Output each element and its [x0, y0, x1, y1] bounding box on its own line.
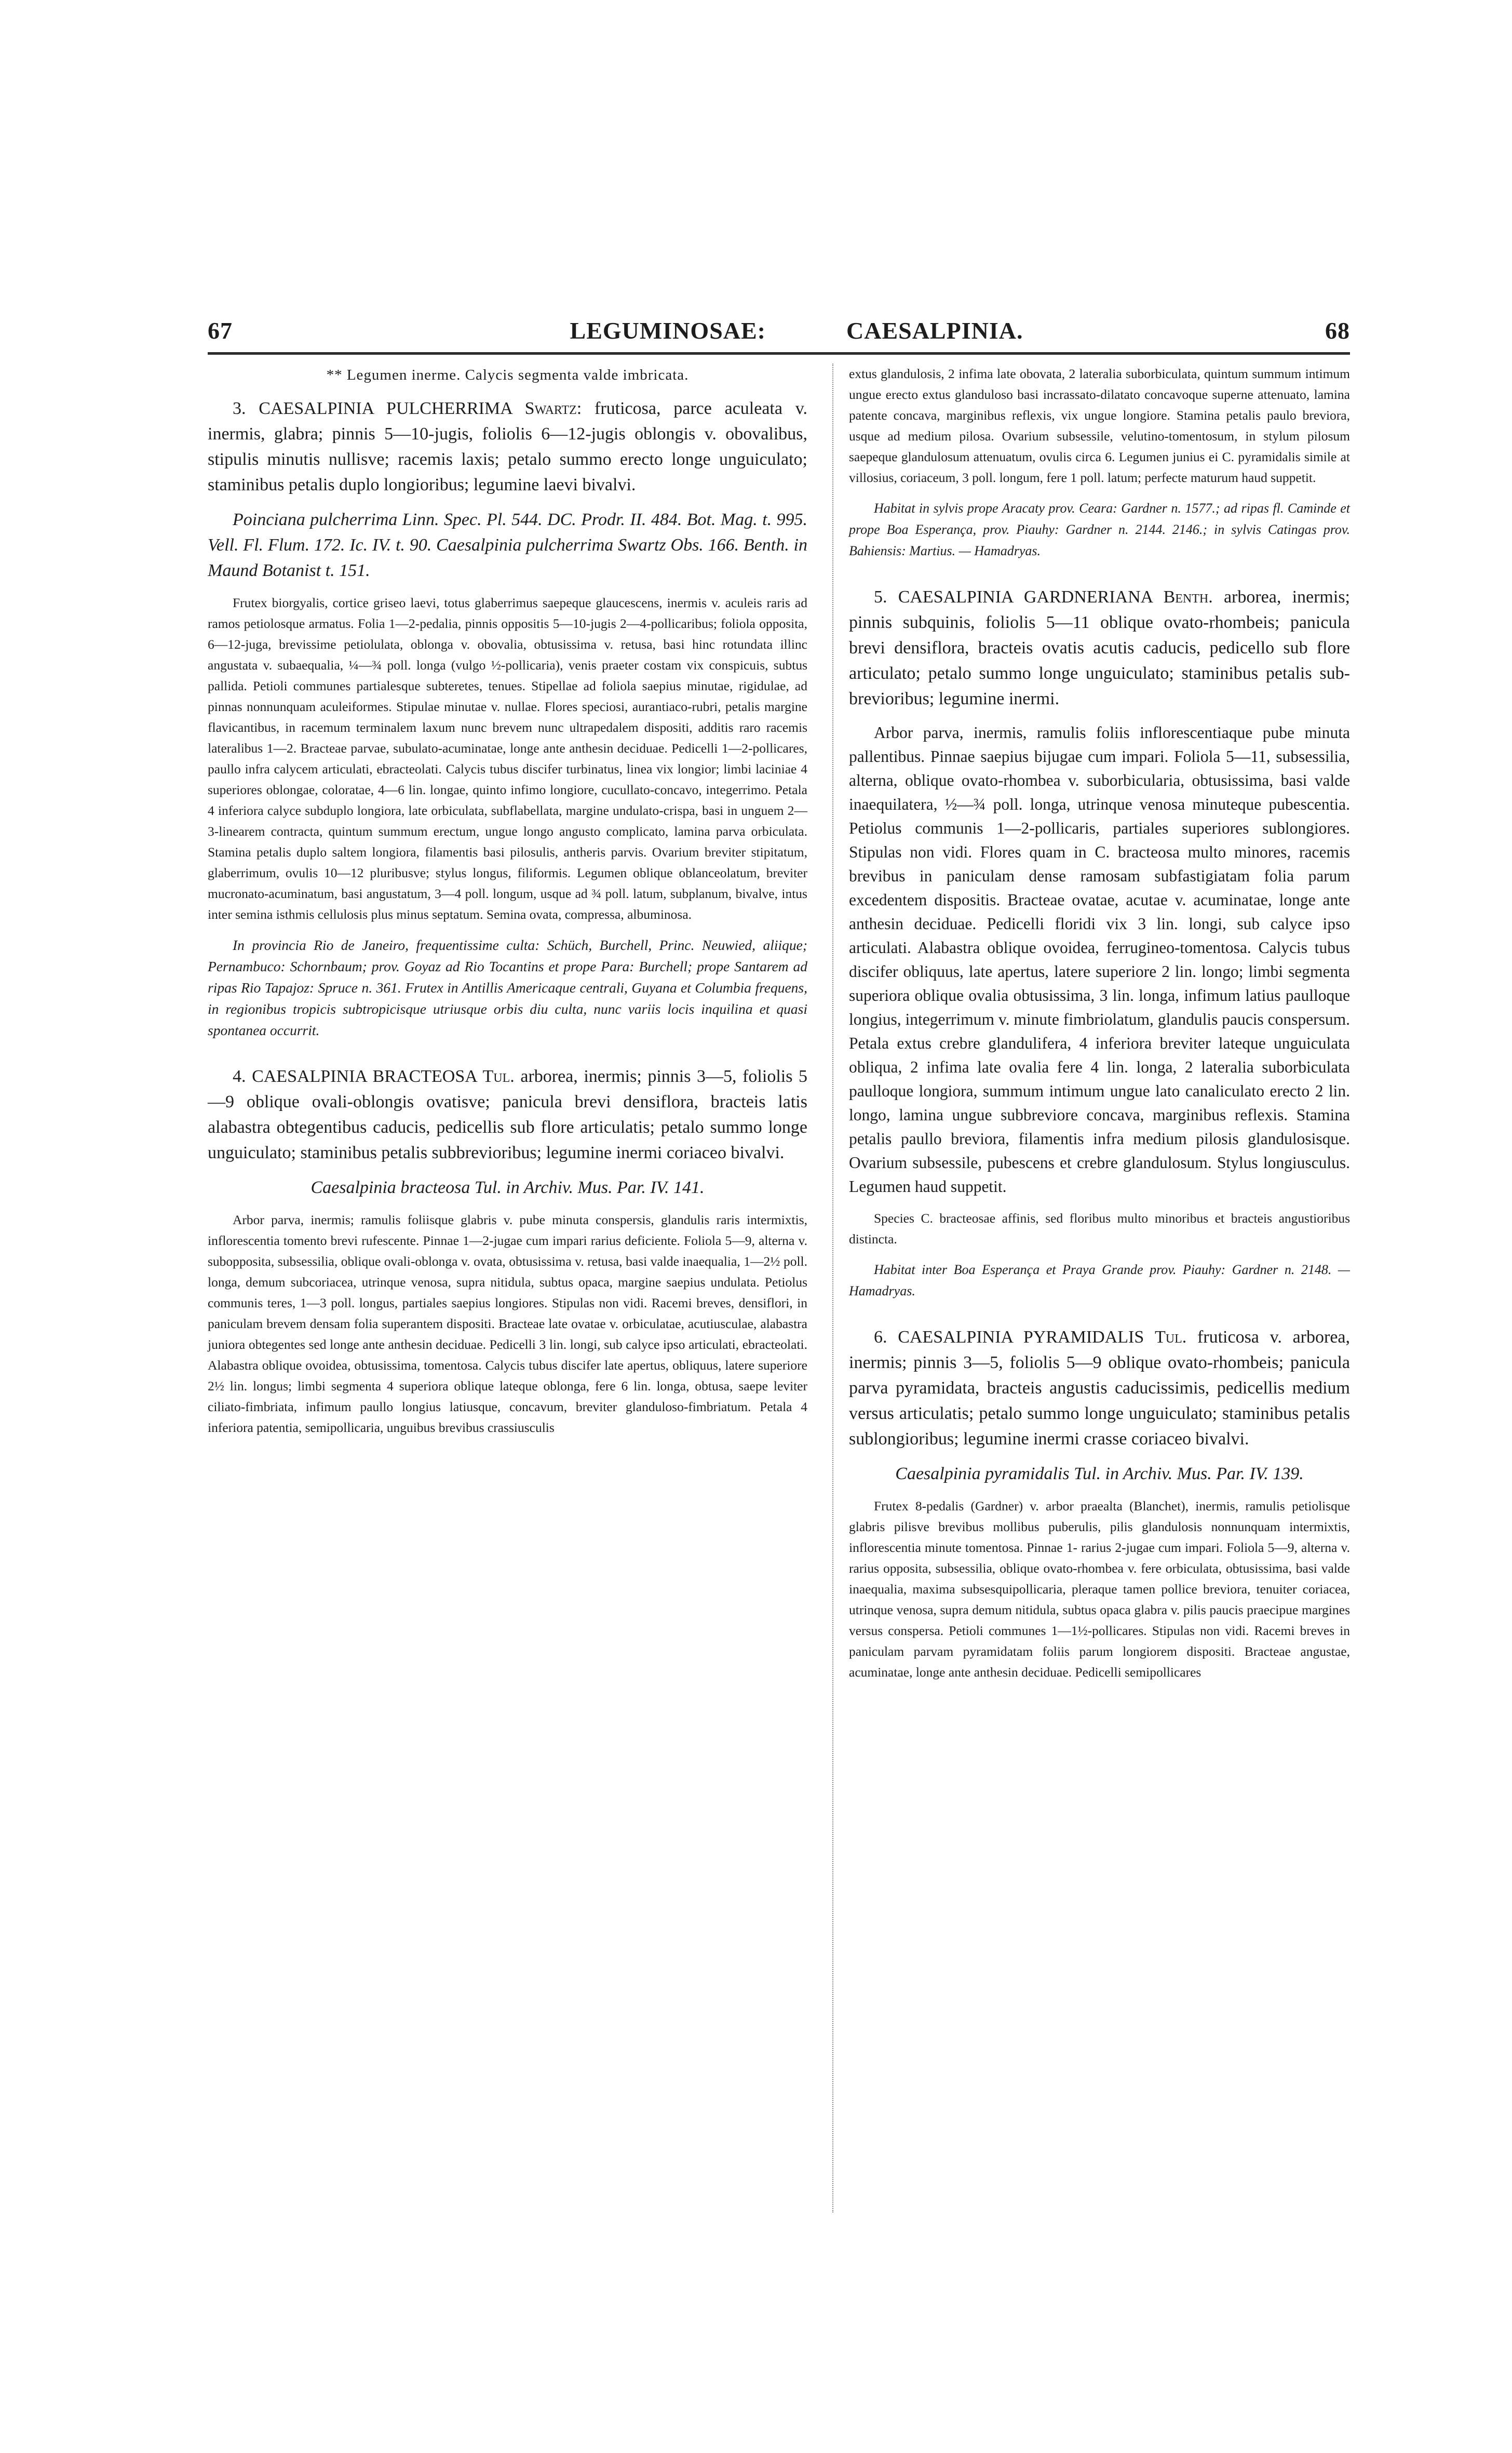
species-6-author: Tul. — [1154, 1328, 1187, 1347]
section-note: ** Legumen inerme. Calycis segmenta valde imbricata. — [326, 367, 689, 383]
species-4-habitat: Habitat in sylvis prope Aracaty prov. Ceara: Gardner n. 1577.; ad ripas fl. Caminde et prope Boa Esperança, prov. Piauhy: Gardner n. 2144. 2146.; in sylvis Catingas prov. Bahiensis: Martius. — Hamadryas. — [849, 501, 1350, 558]
species-4-synonymy: Caesalpinia bracteosa Tul. in Archiv. Mus. Par. IV. 141. — [310, 1178, 705, 1197]
page-number-left: 67 — [208, 317, 233, 344]
species-4-description-continued: extus glandulosis, 2 infima late obovata, 2 lateralia suborbiculata, quintum summum intimum ungue erecto extus glanduloso basi incrassato-dilatato concavoque superne attenuato, lamina patente concava, marginibus reflexis, vix ungue longiore. Stamina petalis paulo breviora, usque ad medium pilosa. Ovarium subsessile, velutino-tomentosum, in stylum pilosum saepeque glandulosum attenuatum, ovulis circa 6. Legumen junius ei C. pyramidalis simile at villosius, coriaceum, 3 poll. longum, fere 1 poll. latum; perfecte maturum haud suppetit. — [849, 366, 1350, 485]
running-title-left: LEGUMINOSAE: — [570, 317, 766, 344]
species-3-author: Swartz — [524, 399, 577, 418]
species-5-heading: 5. CAESALPINIA GARDNERIANA — [874, 587, 1153, 607]
species-3-habitat: In provincia Rio de Janeiro, frequentissime culta: Schüch, Burchell, Princ. Neuwied, aliique; Pernambuco: Schornbaum; prov. Goyaz ad Rio Tocantins et prope Para: Burchell; prope Santarem ad ripas Rio Tapajoz: Spruce n. 361. Frutex in Antillis Americaque centrali, Guyana et Columbia frequens, in regionibus tropicis subtropicisque utriusque orbis diu culta, nunc variis locis inquilina et quasi spontanea occurrit. — [208, 937, 807, 1038]
species-6-diagnosis — [849, 1324, 1350, 1452]
species-4-diagnosis-text: arborea, inermis; pinnis 3—5, foliolis 5—9 oblique ovali-oblongis ovatisve; panicula brevi densiflora, bracteis latis alabastra obtegentibus caducis, pedicellis sub flore articulatis; petalo summo longe unguiculato; staminibus petalis subbrevioribus; legumine inermi coriaceo bivalvi. — [208, 1067, 808, 1162]
right-column — [849, 364, 1350, 1683]
running-head — [208, 317, 1350, 348]
species-5-description: Arbor parva, inermis, ramulis foliis inflorescentiaque pube minuta pallentibus. Pinnae saepius bijugae cum impari. Foliola 5—11, subsessilia, alterna, oblique ovato-rhombea v. suborbicularia, obtusissima, basi valde inaequilatera, ½—¾ poll. longa, utrinque venosa minuteque pubescentia. Petiolus communis 1—2-pollicaris, partiales superiores sublongiores. Stipulas non vidi. Flores quam in C. bracteosa multo minores, racemis brevibus in paniculam dense ramosam subfastigiatam folia parum excedentem dispositis. Bracteae ovatae, acutae v. acuminatae, longe ante anthesin deciduae. Pedicelli floridi vix 3 lin. longi, sub calyce ipso articulati. Alabastra oblique ovoidea, ferrugineo-tomentosa. Calycis tubus discifer obliquus, late apertus, latere superiore 2 lin. longo; limbi segmenta superiora oblique ovalia obtusissima, 3 lin. longa, infimum latius paulloque longius, integerrimum v. minute fimbriolatum, glandulis paucis conspersum. Petala extus crebre glandulifera, 4 inferiora breviter lateque unguiculata obliqua, 2 infima late ovalia fere 4 lin. longa, 2 lateralia suborbiculata paulloque longiora, summum intimum ungue lato canaliculato erecto 2 lin. longo, lamina ungue subbreviore concava, marginibus reflexis. Stamina petalis paullo breviora, filamentis infra medium pilosis glandulosisque. Ovarium subsessile, pubescens et crebre glandulosum. Stylus longiusculus. Legumen haud suppetit. — [849, 723, 1350, 1196]
species-5-diagnosis-text: arborea, inermis; pinnis subquinis, foliolis 5—11 oblique ovato-rhombeis; panicula brevi densiflora, bracteis ovatis acutis caducis, pedicello sub flore articulato; petalo summo longe unguiculato; staminibus petalis sub-brevioribus; legumine inermi. — [849, 587, 1350, 708]
column-divider — [832, 364, 833, 2213]
species-3-description: Frutex biorgyalis, cortice griseo laevi, totus glaberrimus saepeque glaucescens, inermis v. aculeis raris ad ramos petiolosque armatus. Folia 1—2-pedalia, pinnis oppositis 5—10-jugis 2—4-pollicaribus; foliola opposita, 6—12-juga, brevissime petiolulata, oblonga v. obovalia, obtusissima v. retusa, basi hinc rotundata illinc angustata v. subaequalia, ¼—¾ poll. longa (vulgo ½-pollicaria), venis praeter costam vix conspicuis, subtus pallida. Petioli communes partialesque subteretes, tenues. Stipellae ad foliola saepius minutae, rigidulae, ad pinnas nonnunquam aculeiformes. Stipulae minutae v. nullae. Flores speciosi, aurantiaco-rubri, petalis margine flavicantibus, in racemum terminalem laxum nunc brevem nunc ultrapedalem dispositi, additis raro racemis lateralibus 1—2. Bracteae parvae, subulato-acuminatae, longe ante anthesin deciduae. Pedicelli 1—2-pollicares, paullo infra calycem articulati, ebracteolati. Calycis tubus discifer turbinatus, linea vix longior; limbi laciniae 4 superiores oblongae, coloratae, 4—6 lin. longae, quinto infimo longiore, cucullato-concavo, integerrimo. Petala 4 inferiora calyce subduplo longiora, late orbiculata, subflabellata, margine undulato-crispa, basi in unguem 2—3-linearem contracta, quintum summum erectum, ungue longo angusto complicato, lamina parva orbiculata. Stamina petalis duplo saltem longiora, filamentis basi pilosulis, antheris parvis. Ovarium breviter stipitatum, glaberrimum, ovulis 10—12 pluribusve; stylus longus, filiformis. Legumen oblique oblanceolatum, breviter mucronato-acuminatum, basi angustatum, 3—4 poll. longum, usque ad ¾ poll. latum, subplanum, bivalve, intus inter semina isthmis cellulosis plus minus septatum. Semina ovata, compressa, albuminosa. — [208, 595, 807, 922]
species-4-description: Arbor parva, inermis; ramulis foliisque glabris v. pube minuta conspersis, glandulis raris intermixtis, inflorescentia tomento brevi rufescente. Pinnae 1—2-jugae cum impari rarius deficiente. Foliola 5—9, alterna v. subopposita, subsessilia, oblique ovali-oblonga v. ovata, obtusissima v. retusa, basi valde inaequalia, 1—2½ poll. longa, demum subcoriacea, utrinque venosa, supra nitidula, subtus opaca, margine saepius undulata. Petiolus communis teres, 1—3 poll. longus, partiales saepius longiores. Stipulas non vidi. Racemi breves, densiflori, in paniculam brevem densam folia superantem dispositi. Bracteae late ovatae v. orbiculatae, acutiusculae, alabastra juniora obtegentes sed longe ante anthesin deciduae. Pedicelli 3 lin. longi, sub calyce ipso articulati, ebracteolati. Alabastra oblique ovoidea, obtusissima, tomentosa. Calycis tubus discifer late apertus, obliquus, latere superiore 2½ lin. longus; limbi segmenta 4 superiora oblique lateque oblonga, fere 6 lin. longa, obtusa, saepe leviter ciliato-fimbriata, infimum paullo longius latiusque, concavum, breviter glanduloso-fimbriatum. Petala 4 inferiora patentia, semipollicaria, unguibus brevibus crassiusculis — [208, 1212, 807, 1435]
species-5-author: Benth. — [1163, 587, 1213, 607]
species-6-heading: 6. CAESALPINIA PYRAMIDALIS — [874, 1328, 1144, 1347]
left-column — [208, 364, 807, 1438]
species-5-habitat: Habitat inter Boa Esperança et Praya Grande prov. Piauhy: Gardner n. 2148. — Hamadryas. — [849, 1262, 1350, 1298]
header-rule — [208, 352, 1350, 355]
page-number-right: 68 — [1325, 317, 1350, 344]
species-4-heading: 4. CAESALPINIA BRACTEOSA — [233, 1067, 477, 1086]
species-4-diagnosis — [208, 1064, 807, 1165]
species-3-diagnosis — [208, 396, 807, 498]
species-5-diagnosis — [849, 584, 1350, 712]
running-title-right: CAESALPINIA. — [846, 317, 1023, 344]
species-6-description: Frutex 8-pedalis (Gardner) v. arbor praealta (Blanchet), inermis, ramulis petiolisque glabris pilisve brevibus mollibus puberulis, pilis glandulosis nonnunquam intermixtis, inflorescentia minute tomentosa. Pinnae 1- rarius 2-jugae cum impari. Foliola 5—9, alterna v. rarius opposita, subsessilia, oblique ovato-rhombea v. fere orbiculata, obtusissima, basi valde inaequalia, maxima subsesquipollicaria, pleraque tamen pollice breviora, tenuiter coriacea, utrinque venosa, supra demum nitidula, subtus opaca glabra v. pilis paucis praecipue margines versus conspersa. Petioli communes 1—1½-pollicares. Stipulas non vidi. Racemi breves in paniculam parvam pyramidatam foliis parum longiorem dispositi. Bracteae angustae, acuminatae, longe ante anthesin deciduae. Pedicelli semipollicares — [849, 1498, 1350, 1680]
species-6-synonymy: Caesalpinia pyramidalis Tul. in Archiv. Mus. Par. IV. 139. — [895, 1464, 1304, 1483]
species-3-diagnosis-text: : fruticosa, parce aculeata v. inermis, glabra; pinnis 5—10-jugis, foliolis 6—12-jugis oblongis v. obovalibus, stipulis minutis nullisve; racemis laxis; petalo summo erecto longe unguiculato; staminibus petalis duplo longioribus; legumine laevi bivalvi. — [208, 399, 808, 494]
species-6-diagnosis-text: fruticosa v. arborea, inermis; pinnis 3—5, foliolis 5—9 oblique ovato-rhombeis; panicula parva pyramidata, bracteis angustis caducissimis, pedicellis medium versus articulatis; petalo summo longe unguiculato; staminibus petalis sublongioribus; legumine inermi crasse coriaceo bivalvi. — [849, 1328, 1351, 1449]
species-4-author: Tul. — [482, 1067, 515, 1086]
species-3-synonymy: Poinciana pulcherrima Linn. Spec. Pl. 544. DC. Prodr. II. 484. Bot. Mag. t. 995. Vell. Fl. Flum. 172. Ic. IV. t. 90. Caesalpinia pulcherrima Swartz Obs. 166. Benth. in Maund Botanist t. 151. — [208, 510, 807, 580]
species-5-note: Species C. bracteosae affinis, sed floribus multo minoribus et bracteis angustioribus distincta. — [849, 1211, 1350, 1246]
species-3-heading: 3. CAESALPINIA PULCHERRIMA — [233, 399, 512, 418]
